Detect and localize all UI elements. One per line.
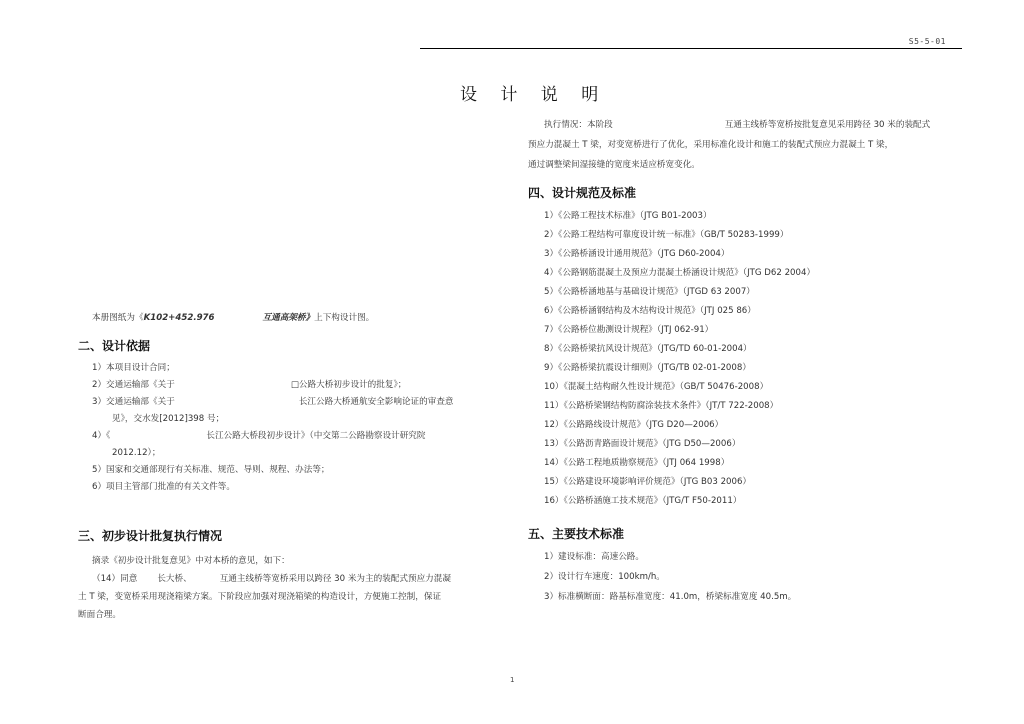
execution-line: 执行情况：本阶段 互通主线桥等宽桥按批复意见采用跨径 30 米的装配式 <box>544 120 931 130</box>
approval-line: （14）同意 长大桥、 互通主线桥等宽桥采用以跨径 30 米为主的装配式预应力混凝 <box>92 574 451 584</box>
code-item: 7）《公路桥位勘测设计规程》（JTJ 062-91） <box>544 325 714 335</box>
execution-line: 通过调整梁间湿接缝的宽度来适应桥宽变化。 <box>528 160 700 170</box>
code-item: 6）《公路桥涵钢结构及木结构设计规范》（JTJ 025 86） <box>544 306 756 316</box>
basis-item: 5）国家和交通部现行有关标准、规范、导则、规程、办法等； <box>92 465 330 475</box>
basis-item: 见》，交水发[2012]398 号； <box>112 414 225 424</box>
section5-heading: 五、主要技术标准 <box>528 527 625 541</box>
section-codes <box>528 187 968 507</box>
page-title: 设 计 说 明 <box>460 85 608 105</box>
code-item: 1）《公路工程技术标准》（JTG B01-2003） <box>544 211 712 221</box>
section2-heading: 二、设计依据 <box>78 339 151 353</box>
approval-line: 土 T 梁，变宽桥采用现浇箱梁方案。下阶段应加强对现浇箱梁的构造设计，方便施工控制，保证 <box>78 592 442 602</box>
section4-heading: 四、设计规范及标准 <box>528 186 637 200</box>
approval-line: 断面合理。 <box>78 610 121 620</box>
approval-line: 摘录《初步设计批复意见》中对本桥的意见，如下： <box>92 556 290 566</box>
intro-suffix: 上下构设计图。 <box>314 313 375 323</box>
code-item: 12）《公路路线设计规范》（JTG D20—2006） <box>544 420 724 430</box>
section-approval <box>78 530 518 621</box>
section-design-basis <box>78 340 518 498</box>
code-item: 10）《混凝土结构耐久性设计规范》（GB/T 50476-2008） <box>544 382 769 392</box>
drawing-code: S5-5-01 <box>908 37 946 46</box>
code-item: 4）《公路钢筋混凝土及预应力混凝土桥涵设计规范》（JTG D62 2004） <box>544 268 816 278</box>
basis-item: 1）本项目设计合同； <box>92 363 175 373</box>
page-number: 1 <box>510 676 515 684</box>
code-item: 2）《公路工程结构可靠度设计统一标准》（GB/T 50283-1999） <box>544 230 789 240</box>
execution-paragraph <box>528 119 968 171</box>
header-rule <box>420 48 962 49</box>
code-item: 16）《公路桥涵施工技术规范》（JTG/T F50-2011） <box>544 496 742 506</box>
basis-item: 6）项目主管部门批准的有关文件等。 <box>92 482 235 492</box>
code-item: 11）《公路桥梁钢结构防腐涂装技术条件》（JT/T 722-2008） <box>544 401 779 411</box>
basis-item: 2012.12）； <box>112 448 161 458</box>
execution-line: 预应力混凝土 T 梁，对变宽桥进行了优化，采用标准化设计和施工的装配式预应力混凝土 T 梁， <box>528 140 894 150</box>
standard-item: 3）标准横断面：路基标准宽度：41.0m，桥梁标准宽度 40.5m。 <box>544 592 797 602</box>
intro-prefix: 本册图纸为《 <box>92 313 144 323</box>
basis-item: 2）交通运输部《关于 □公路大桥初步设计的批复》； <box>92 380 407 390</box>
intro-bridge: 互通高架桥》 <box>262 313 315 323</box>
code-item: 15）《公路建设环境影响评价规范》（JTG B03 2006） <box>544 477 752 487</box>
intro-station: K102+452.976 <box>143 313 215 323</box>
code-item: 8）《公路桥梁抗风设计规范》（JTG/TD 60-01-2004） <box>544 344 752 354</box>
code-item: 14）《公路工程地质勘察规范》（JTJ 064 1998） <box>544 458 730 468</box>
code-item: 5）《公路桥涵地基与基础设计规范》（JTGD 63 2007） <box>544 287 755 297</box>
basis-item: 3）交通运输部《关于 长江公路大桥通航安全影响论证的审查意 <box>92 397 454 407</box>
code-item: 13）《公路沥青路面设计规范》（JTG D50—2006） <box>544 439 741 449</box>
standard-item: 1）建设标准：高速公路。 <box>544 552 644 562</box>
standard-item: 2）设计行车速度：100km/h。 <box>544 572 665 582</box>
code-item: 3）《公路桥涵设计通用规范》（JTG D60-2004） <box>544 249 730 259</box>
basis-item: 4）《 长江公路大桥段初步设计》（中交第二公路勘察设计研究院 <box>92 431 426 441</box>
code-item: 9）《公路桥梁抗震设计细则》（JTG/TB 02-01-2008） <box>544 363 751 373</box>
intro-paragraph <box>78 312 518 324</box>
section-tech-standards <box>528 528 968 603</box>
section3-heading: 三、初步设计批复执行情况 <box>78 529 223 543</box>
